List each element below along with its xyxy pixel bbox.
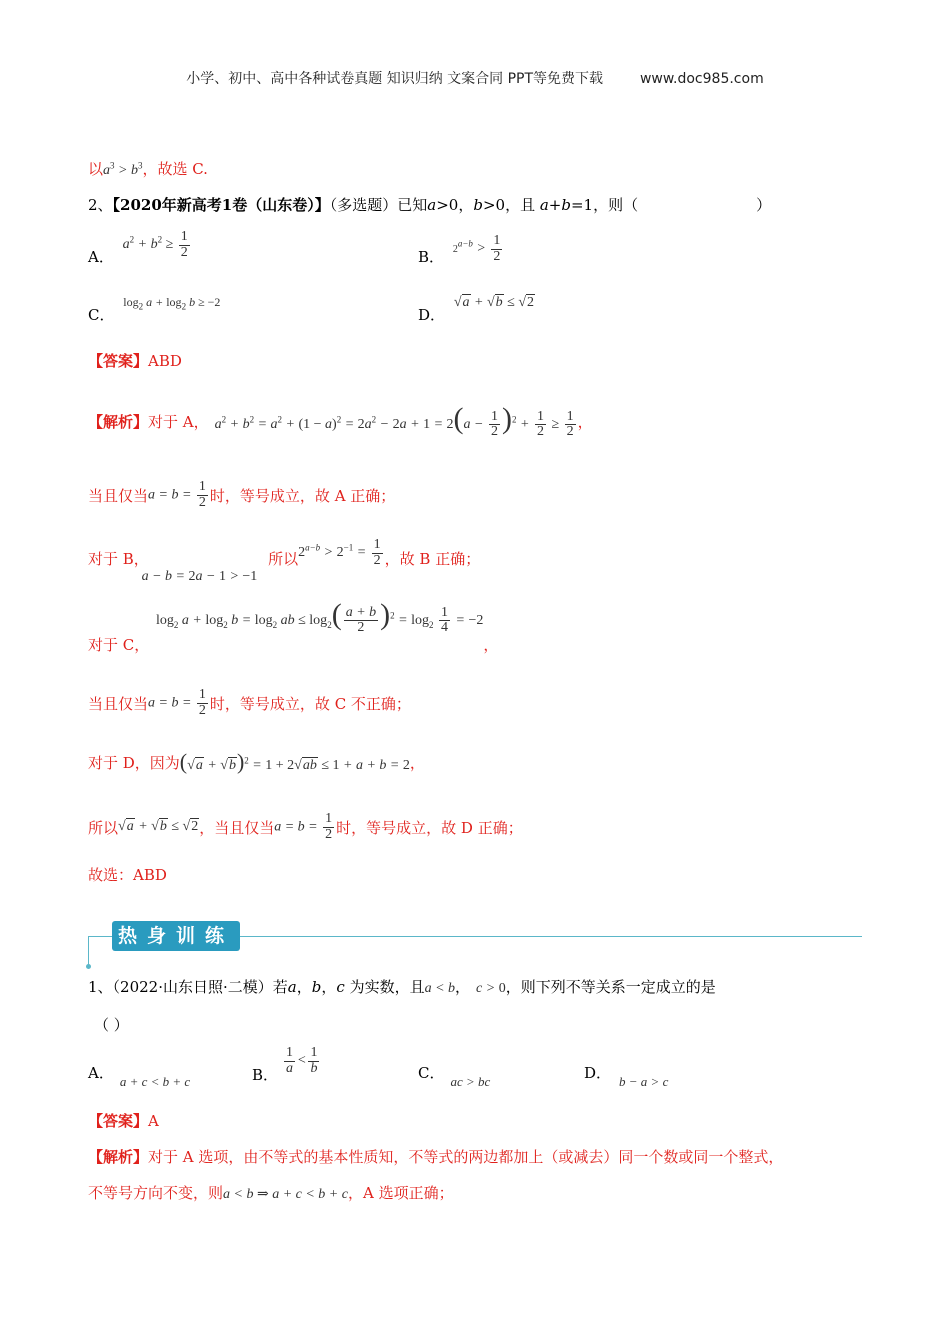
q2-analysis-c: 对于 C， $\log_2 a + \log_2 b = \log_2$ ab ≤ $\log_2$( $\frac{a + b}{2}$ )$^2 = \log_2$ $\frac{1}{4}$ = −2， [88, 598, 499, 654]
q2-stem: 2、【2020年新高考1卷（山东卷）】（多选题）已知a>0，b>0，且 a+b=1，则（ ） [88, 196, 772, 214]
q2-equality-a: 当且仅当 a = b = $\frac{1}{2}$ 时，等号成立，故 A 正确； [88, 478, 396, 510]
page-header [0, 68, 950, 88]
w1-analysis-line1: 【解析】对于 A 选项，由不等式的基本性质知，不等式的两边都加上（或减去）同一个数或同一个整式， [88, 1148, 784, 1166]
q2-analysis-b: 对于 B， a − b = 2a − 1 > −1 所以$2^{a-b} > 2^{-1}$ = $\frac{1}{2}$ ，故 B 正确； [88, 537, 481, 585]
q2-option-a: A． $a^2 + b^2$ ≥ $\frac{1}{2}$ [88, 229, 188, 267]
w1-analysis-line2: 不等号方向不变，则a < b ⇒ a + c < b + c，A 选项正确； [88, 1184, 454, 1202]
w1-paren: （ ） [94, 1016, 129, 1034]
section-rule [240, 936, 862, 937]
w1-stem: 1、（2022·山东日照·二模）若a，b，c 为实数，且a < b， c > 0，则下列不等关系一定成立的是 [88, 978, 716, 996]
header-url[interactable]: www.doc985.com [639, 71, 764, 87]
w1-option-d: D． b − a > c [584, 1064, 669, 1089]
section-rule-vertical [88, 936, 89, 966]
w1-option-b: B． $\frac{1}{a}$ < $\frac{1}{b}$ [252, 1045, 318, 1085]
prev-conclusion: 以$a^3 > b^3$，故选 C. [88, 160, 208, 178]
q2-option-c: C． $\log_2 a + \log_2 b \ge -2$ [88, 295, 221, 324]
section-rule-left [88, 936, 112, 937]
q2-conclusion-d: 所以 √a + √b ≤ √2 ，当且仅当 a = b = $\frac{1}{2}$ 时，等号成立，故 D 正确； [88, 810, 523, 842]
q2-answer: 【答案】ABD [88, 352, 182, 370]
w1-option-c: C． ac > bc [418, 1064, 491, 1089]
q2-equality-c: 当且仅当 a = b = $\frac{1}{2}$ 时，等号成立，故 C 不正确； [88, 686, 411, 718]
q2-analysis-a: 【解析】 对于 A， $a^2 + b^2 = a^2 + (1 - a)^2 = 2a^2 - 2a + 1 = 2(a$ − $\frac{1}{2}$ )$^2$ + $\frac{1}{2}$ ≥ $\frac{1}{2}$ ， [88, 402, 593, 440]
q2-final: 故选：ABD [88, 866, 167, 884]
q2-analysis-d: 对于 D，因为 $(√a + √b)^2 = 1 + 2√ab \le 1 + a + b = 2$ ， [88, 749, 425, 774]
w1-option-a: A． a + c < b + c [88, 1064, 191, 1089]
w1-answer: 【答案】A [88, 1112, 159, 1130]
q2-option-b: B． $2^{a-b}$ > $\frac{1}{2}$ [418, 233, 501, 267]
section-rule-dot [86, 964, 91, 969]
q2-option-d: D． √a + √b ≤ √2 [418, 295, 535, 324]
section-title: 热身训练 [112, 921, 240, 951]
header-text: 小学、初中、高中各种试卷真题 知识归纳 文案合同 PPT等免费下载 [186, 71, 604, 87]
